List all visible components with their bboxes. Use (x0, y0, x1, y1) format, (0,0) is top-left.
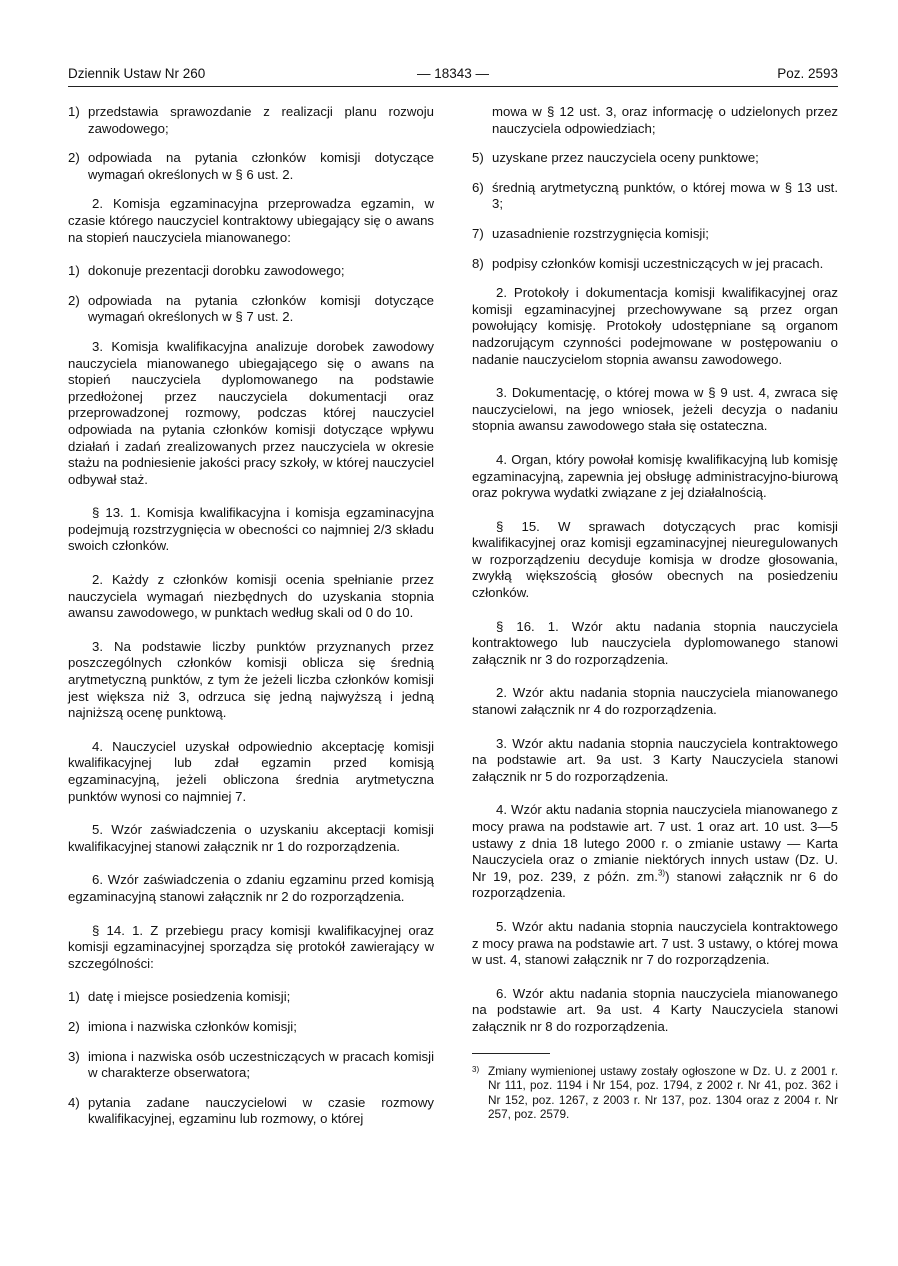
list-item-text: datę i miejsce posiedzenia komisji; (88, 989, 291, 1005)
list-item-number: 4) (68, 1094, 80, 1110)
list-item-number: 3) (68, 1048, 80, 1064)
list-item-number: 1) (68, 989, 80, 1005)
paragraph: 4. Nauczyciel uzyskał odpowiednio akceptację komisji kwalifikacyjnej lub zdał egzamin przed komisją egzaminacyjną, jeżeli obliczona średnia arytmetyczna punktów wynosi co najmniej 7. (68, 738, 434, 804)
list-item-number: 5) (472, 150, 484, 166)
list-item-text: odpowiada na pytania członków komisji dotyczące wymagań określonych w § 7 ust. 2. (88, 292, 434, 325)
list-item-text: pytania zadane nauczycielowi w czasie rozmowy kwalifikacyjnej, egzaminu lub rozmowy, o której (88, 1094, 434, 1127)
footnote-reference: 3) (657, 868, 666, 878)
list-item-text: odpowiada na pytania członków komisji dotyczące wymagań określonych w § 6 ust. 2. (88, 150, 434, 182)
paragraph: 3. Wzór aktu nadania stopnia nauczyciela kontraktowego na podstawie art. 9a ust. 3 Karty Nauczyciela stanowi załącznik nr 5 do rozporządzenia. (472, 735, 838, 784)
paragraph: 6. Wzór zaświadczenia o zdaniu egzaminu przed komisją egzaminacyjną stanowi załącznik nr 2 do rozporządzenia. (68, 872, 434, 904)
list-item-text: dokonuje prezentacji dorobku zawodowego; (88, 263, 345, 279)
list-item-text: uzyskane przez nauczyciela oceny punktowe; (492, 150, 759, 166)
list-item-number: 1) (68, 263, 80, 279)
paragraph: 4. Organ, który powołał komisję kwalifikacyjną lub komisję egzaminacyjną, zapewnia jej obsługę administracyjno-biurową oraz pokrywa wydatki związane z jej działalnością. (472, 451, 838, 501)
paragraph: 2. Wzór aktu nadania stopnia nauczyciela mianowanego stanowi załącznik nr 4 do rozporządzenia. (472, 685, 838, 718)
paragraph: 6. Wzór aktu nadania stopnia nauczyciela mianowanego na podstawie art. 9a ust. 4 Karty Nauczyciela stanowi załącznik nr 8 do rozporządzenia. (472, 985, 838, 1034)
list-item (68, 104, 434, 137)
list-item (68, 263, 434, 280)
list-item-number: 7) (472, 225, 484, 241)
page-number: — 18343 — (416, 66, 490, 81)
list-item-number: 2) (68, 150, 80, 166)
footnote-number: 3) (472, 1064, 480, 1074)
list-item (68, 989, 434, 1006)
list-item-text: uzasadnienie rozstrzygnięcia komisji; (492, 225, 709, 241)
list-item-text: podpisy członków komisji uczestniczących w jej pracach. (492, 255, 824, 271)
list-item-text: średnią arytmetyczną punktów, o której mowa w § 13 ust. 3; (492, 179, 838, 212)
list-item-text: przedstawia sprawozdanie z realizacji planu rozwoju zawodowego; (88, 104, 434, 136)
list-item-text: imiona i nazwiska członków komisji; (88, 1018, 297, 1034)
list-item-number: 2) (68, 292, 80, 308)
footnote (472, 1064, 838, 1122)
paragraph: 2. Protokoły i dokumentacja komisji kwalifikacyjnej oraz komisji egzaminacyjnej przechowywane są przez organ powołujący komisję. Protokoły udostępniane są organom nadzorującym czynności podejmowane w postępowaniu o nadanie nauczycielom stopnia awansu zawodowego. (472, 285, 838, 367)
paragraph: 2. Każdy z członków komisji ocenia spełnianie przez nauczyciela wymagań niezbędnych do uzyskania stopnia awansu zawodowego, w punktach według skali od 0 do 10. (68, 572, 434, 621)
list-item-number: 1) (68, 104, 80, 119)
page-header (68, 66, 838, 87)
list-item (68, 1095, 434, 1128)
left-column (68, 104, 434, 1141)
list-item (68, 1019, 434, 1036)
paragraph-text: 4. Wzór aktu nadania stopnia nauczyciela mianowanego z mocy prawa na podstawie art. 7 ust. 1 oraz art. 10 ust. 3—5 ustawy z dnia 18 lutego 2000 r. o zmianie ustawy — Karta Nauczyciela oraz o zmianie niektórych innych ustaw (Dz. U. Nr 19, poz. 239, z późn. zm. (472, 802, 838, 884)
list-item-number: 6) (472, 179, 484, 195)
paragraph-text: ) stanowi załącznik nr 6 do rozporządzenia. (472, 868, 838, 901)
paragraph: 2. Komisja egzaminacyjna przeprowadza egzamin, w czasie którego nauczyciel kontraktowy ubiegający się o awans na stopień nauczyciela mianowanego: (68, 196, 434, 245)
list-item (472, 180, 838, 213)
list-item-number: 8) (472, 255, 484, 271)
paragraph: 5. Wzór zaświadczenia o uzyskaniu akceptacji komisji kwalifikacyjnej stanowi załącznik nr 1 do rozporządzenia. (68, 822, 434, 854)
list-item (472, 226, 838, 243)
paragraph: 3. Dokumentację, o której mowa w § 9 ust. 4, zwraca się nauczycielowi, na jego wniosek, jeżeli decyzja o nadaniu stopnia awansu zawodowego stała się ostateczna. (472, 385, 838, 434)
journal-title: Dziennik Ustaw Nr 260 (68, 66, 206, 81)
list-item (68, 1049, 434, 1082)
paragraph: 3. Na podstawie liczby punktów przyznanych przez poszczególnych członków komisji oblicza się średnią arytmetyczną punktów, z tym że jeżeli liczba członków komisji jest większa niż 3, odrzuca się jedną najwyższą i jedną najniższą ocenę punktową. (68, 638, 434, 721)
position-number: Poz. 2593 (777, 66, 838, 81)
footnote-divider (472, 1053, 550, 1054)
paragraph: § 14. 1. Z przebiegu pracy komisji kwalifikacyjnej oraz komisji egzaminacyjnej sporządza się protokół zawierający w szczególności: (68, 922, 434, 971)
list-item-text: imiona i nazwiska osób uczestniczących w pracach komisji w charakterze obserwatora; (88, 1048, 434, 1081)
paragraph: 3. Komisja kwalifikacyjna analizuje dorobek zawodowy nauczyciela mianowanego ubiegającego się o awans na stopień nauczyciela dyplomowanego na podstawie przedłożonej przez nauczyciela dokumentacji oraz przeprowadzonej rozmowy, podczas której nauczyciel odpowiada na pytania członków komisji dotyczące wpływu działań i zadań zrealizowanych przez nauczyciela w okresie stażu na podniesienie jakości pracy szkoły, w której nauczyciel odbywał staż. (68, 338, 434, 487)
paragraph: 5. Wzór aktu nadania stopnia nauczyciela kontraktowego z mocy prawa na podstawie art. 7 ust. 3 ustawy, o której mowa w ust. 4, stanowi załącznik nr 7 do rozporządzenia. (472, 918, 838, 968)
paragraph: § 16. 1. Wzór aktu nadania stopnia nauczyciela kontraktowego lub nauczyciela dyplomowanego stanowi załącznik nr 3 do rozporządzenia. (472, 618, 838, 667)
paragraph (472, 802, 838, 902)
right-column (472, 104, 838, 1122)
list-item-continuation: mowa w § 12 ust. 3, oraz informację o udzielonych przez nauczyciela odpowiedziach; (492, 104, 838, 136)
list-item (472, 256, 838, 273)
list-item-number: 2) (68, 1018, 80, 1034)
footnote-text: Zmiany wymienionej ustawy zostały ogłoszone w Dz. U. z 2001 r. Nr 111, poz. 1194 i Nr 154, poz. 1794, z 2002 r. Nr 41, poz. 362 i Nr 152, poz. 1267, z 2003 r. Nr 137, poz. 1304 oraz z 2004 r. Nr 257, poz. 2579. (488, 1063, 838, 1122)
paragraph: § 13. 1. Komisja kwalifikacyjna i komisja egzaminacyjna podejmują rozstrzygnięcia w obecności co najmniej 2/3 składu swoich członków. (68, 505, 434, 554)
list-item (68, 293, 434, 326)
list-item (68, 150, 434, 183)
list-item (472, 150, 838, 167)
paragraph: § 15. W sprawach dotyczących prac komisji kwalifikacyjnej oraz komisji egzaminacyjnej nieuregulowanych w rozporządzeniu decyduje komisja w drodze głosowania, zwykłą większością głosów obecnych na posiedzeniu członków. (472, 518, 838, 601)
